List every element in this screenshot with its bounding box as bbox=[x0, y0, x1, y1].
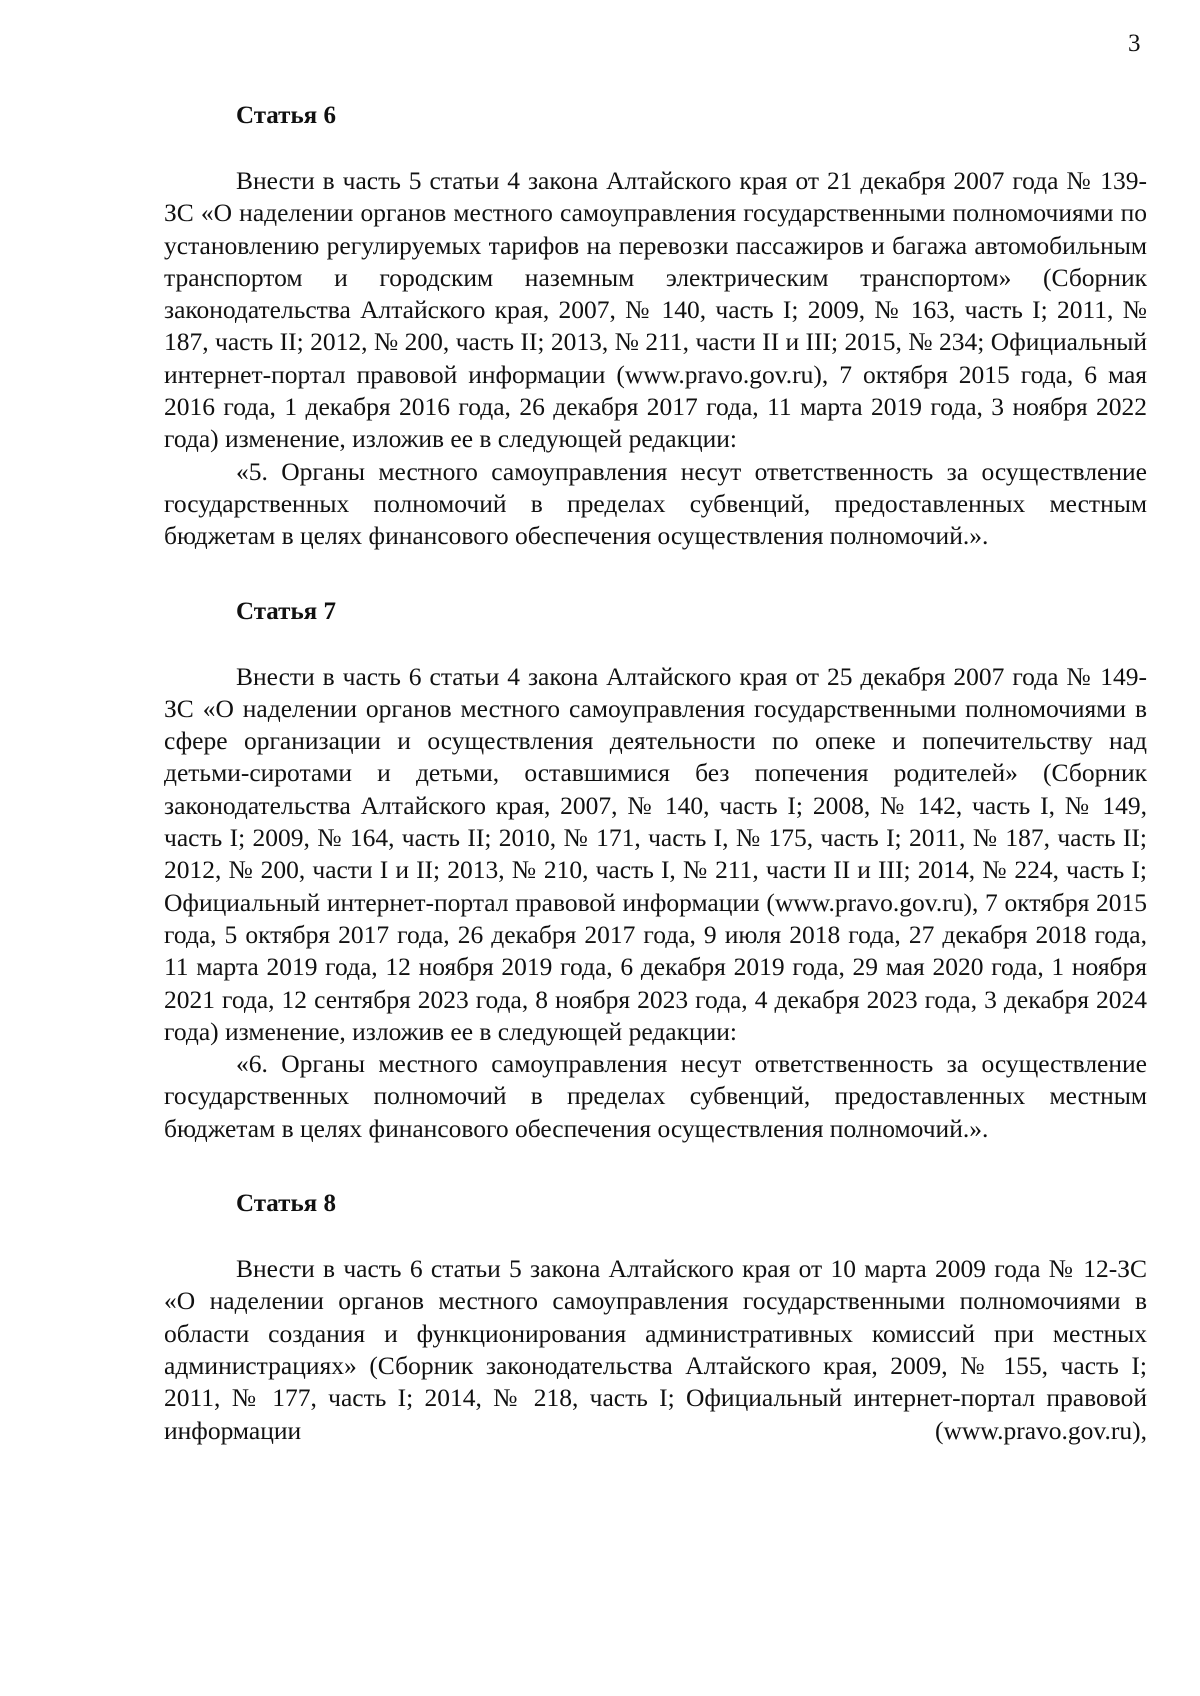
article-paragraph: Внести в часть 6 статьи 4 закона Алтайского края от 25 декабря 2007 года № 149-ЗС «О наделении органов местного самоуправления государственными полномочиями в сфере организации и осуществления деятельности по опеке и попечительству над детьми-сиротами и детьми, оставшимися без попечения родителей» (Сборник законодательства Алтайского края, 2007, № 140, часть I; 2008, № 142, часть I, № 149, часть I; 2009, № 164, часть II; 2010, № 171, часть I, № 175, часть I; 2011, № 187, часть II; 2012, № 200, части I и II; 2013, № 210, часть I, № 211, части II и III; 2014, № 224, часть I; Официальный интернет-портал правовой информации (www.pravo.gov.ru), 7 октября 2015 года, 5 октября 2017 года, 26 декабря 2017 года, 9 июля 2018 года, 27 декабря 2018 года, 11 марта 2019 года, 12 ноября 2019 года, 6 декабря 2019 года, 29 мая 2020 года, 1 ноября 2021 года, 12 сентября 2023 года, 8 ноября 2023 года, 4 декабря 2023 года, 3 декабря 2024 года) изменение, изложив ее в следующей редакции: bbox=[164, 661, 1147, 1046]
article-paragraph: «5. Органы местного самоуправления несут ответственность за осуществление государственных полномочий в пределах субвенций, предоставленных местным бюджетам в целях финансового обеспечения осуществления полномочий.». bbox=[164, 456, 1147, 551]
document-body bbox=[164, 100, 1147, 1447]
article-heading: Статья 8 bbox=[236, 1190, 336, 1218]
article-paragraph: Внести в часть 6 статьи 5 закона Алтайского края от 10 марта 2009 года № 12-ЗС «О наделении органов местного самоуправления государственными полномочиями в области создания и функционирования административных комиссий при местных администрациях» (Сборник законодательства Алтайского края, 2009, № 155, часть I; 2011, № 177, часть I; 2014, № 218, часть I; Официальный интернет-портал правовой информации (www.pravo.gov.ru), bbox=[164, 1254, 1147, 1445]
article-8 bbox=[164, 1188, 1147, 1447]
article-paragraph: «6. Органы местного самоуправления несут ответственность за осуществление государственных полномочий в пределах субвенций, предоставленных местным бюджетам в целях финансового обеспечения осуществления полномочий.». bbox=[164, 1049, 1147, 1143]
article-paragraph: Внести в часть 5 статьи 4 закона Алтайского края от 21 декабря 2007 года № 139-ЗС «О наделении органов местного самоуправления государственными полномочиями по установлению регулируемых тарифов на перевозки пассажиров и багажа автомобильным транспортом и городским наземным электрическим транспортом» (Сборник законодательства Алтайского края, 2007, № 140, часть I; 2009, № 163, часть I; 2011, № 187, часть II; 2012, № 200, часть II; 2013, № 211, части II и III; 2015, № 234; Официальный интернет-портал правовой информации (www.pravo.gov.ru), 7 октября 2015 года, 6 мая 2016 года, 1 декабря 2016 года, 26 декабря 2017 года, 11 марта 2019 года, 3 ноября 2022 года) изменение, изложив ее в следующей редакции: bbox=[164, 166, 1147, 454]
article-heading: Статья 6 bbox=[236, 102, 336, 129]
article-6 bbox=[164, 100, 1147, 553]
page-number: 3 bbox=[1128, 30, 1141, 57]
article-7 bbox=[164, 596, 1147, 1145]
article-heading: Статья 7 bbox=[236, 597, 336, 625]
